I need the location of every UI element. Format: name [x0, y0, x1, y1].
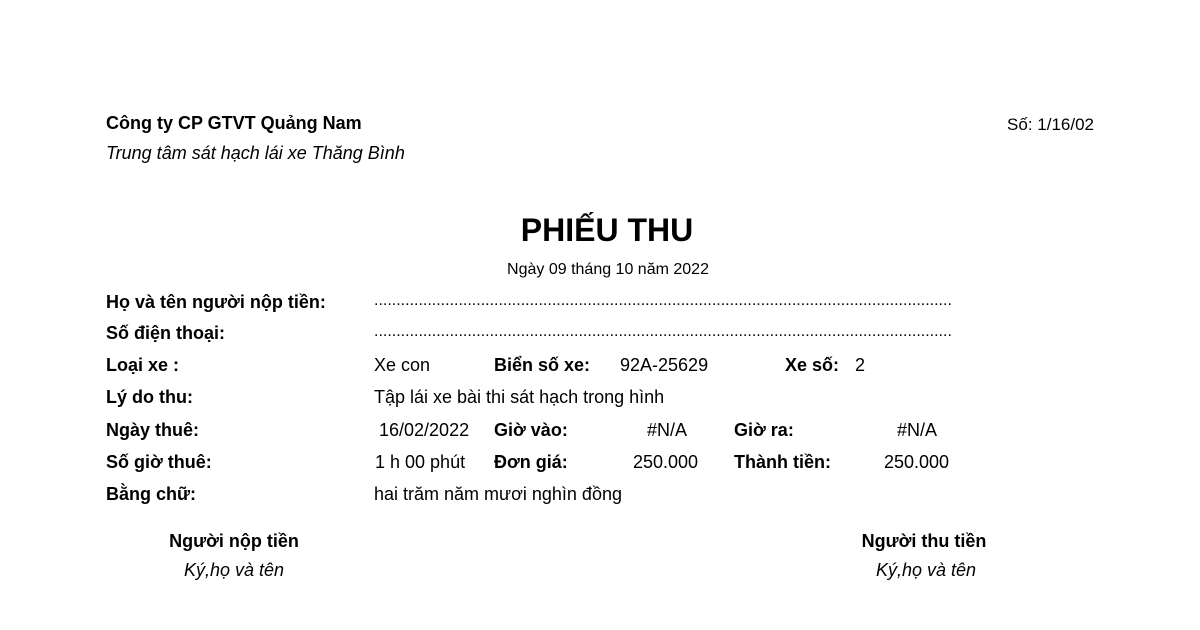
- in-words-label: Bằng chữ:: [106, 484, 197, 504]
- vehicle-type-label: Loại xe :: [106, 355, 180, 375]
- payer-name-field: ..................................................................................................................................: [374, 292, 952, 309]
- collector-signature-note: Ký,họ và tên: [875, 560, 977, 580]
- unit-price-label: Đơn giá:: [494, 452, 568, 472]
- time-out-value: #N/A: [897, 420, 938, 440]
- payer-name-label: Họ và tên người nộp tiền:: [106, 292, 326, 312]
- phone-field: ..................................................................................................................................: [374, 323, 952, 340]
- payer-signature-title: Người nộp tiền: [169, 531, 299, 551]
- hours-value: 1 h 00 phút: [375, 452, 466, 472]
- center-name: Trung tâm sát hạch lái xe Thăng Bình: [106, 143, 405, 163]
- plate-value: 92A-25629: [620, 355, 709, 375]
- company-name: Công ty CP GTVT Quảng Nam: [106, 113, 362, 133]
- plate-label: Biển số xe:: [494, 355, 591, 375]
- reason-value: Tập lái xe bài thi sát hạch trong hình: [374, 387, 665, 407]
- unit-price-value: 250.000: [633, 452, 699, 472]
- vehicle-no-value: 2: [855, 355, 866, 375]
- reason-label: Lý do thu:: [106, 387, 193, 407]
- time-in-value: #N/A: [647, 420, 688, 440]
- time-out-label: Giờ ra:: [734, 420, 794, 440]
- collector-signature-title: Người thu tiền: [861, 531, 987, 551]
- vehicle-no-label: Xe số:: [785, 355, 840, 375]
- rent-date-label: Ngày thuê:: [106, 420, 200, 440]
- rent-date-value: 16/02/2022: [379, 420, 470, 440]
- hours-label: Số giờ thuê:: [106, 452, 212, 472]
- payer-signature-note: Ký,họ và tên: [183, 560, 285, 580]
- vehicle-type-value: Xe con: [374, 355, 431, 375]
- in-words-value: hai trăm năm mươi nghìn đồng: [374, 484, 622, 504]
- time-in-label: Giờ vào:: [494, 420, 568, 440]
- phone-label: Số điện thoại:: [106, 323, 225, 343]
- receipt-number: Số: 1/16/02: [1007, 115, 1094, 134]
- total-label: Thành tiền:: [734, 452, 831, 472]
- page-title: PHIẾU THU: [520, 212, 694, 248]
- date-line: Ngày 09 tháng 10 năm 2022: [507, 261, 709, 278]
- total-value: 250.000: [884, 452, 950, 472]
